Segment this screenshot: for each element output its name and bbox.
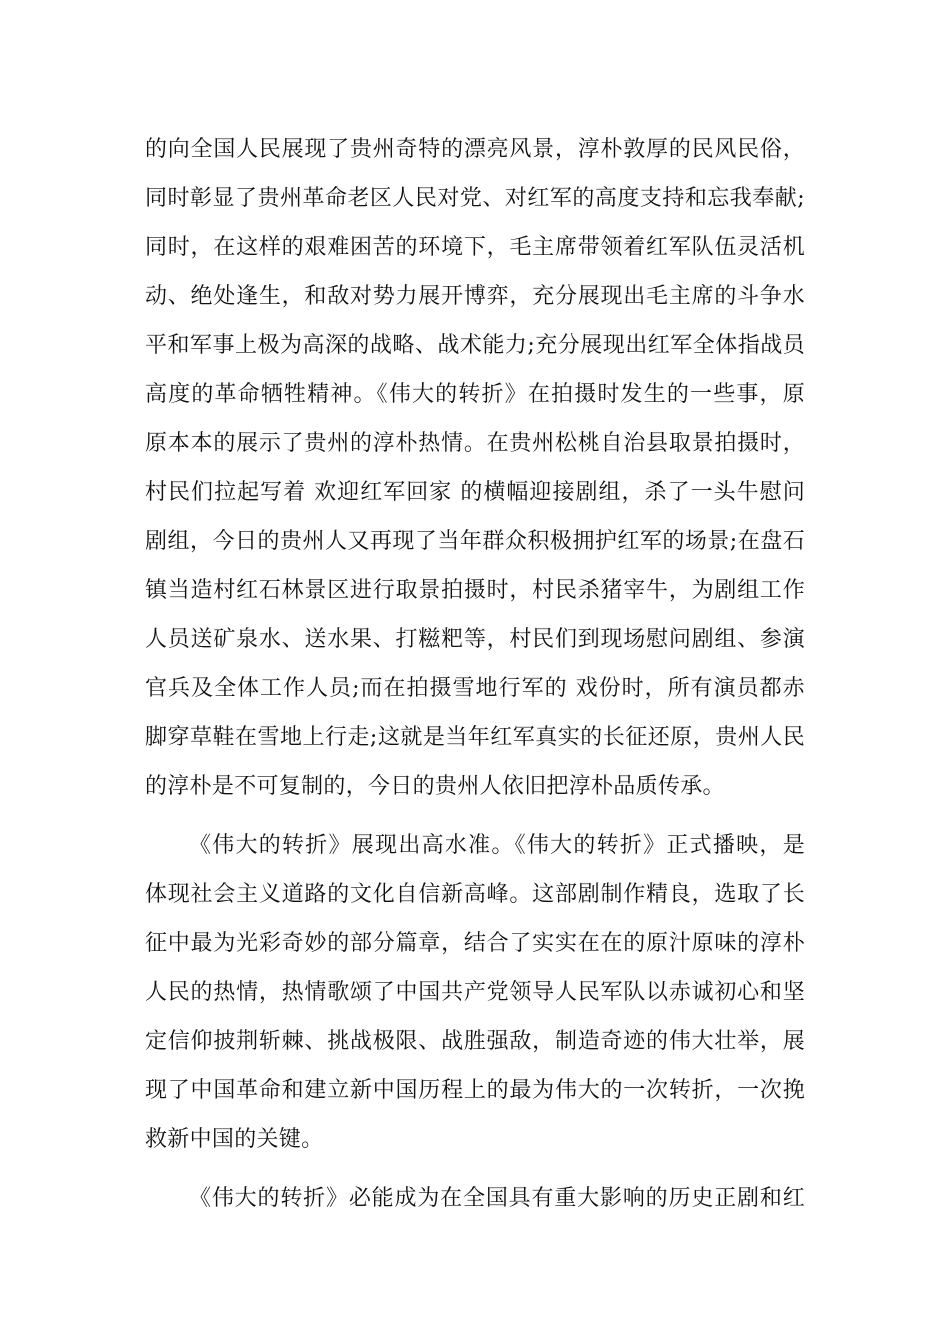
text-line: 镇当造村红石林景区进行取景拍摄时，村民杀猪宰牛，为剧组工作 [145, 578, 805, 603]
text-line: 脚穿草鞋在雪地上行走;这就是当年红军真实的长征还原，贵州人民 [145, 725, 805, 750]
text-line: 动、绝处逢生，和敌对势力展开博弈，充分展现出毛主席的斗争水 [145, 284, 805, 309]
text-line: 官兵及全体工作人员;而在拍摄雪地行军的 戏份时，所有演员都赤 [145, 676, 805, 701]
text-line: 救新中国的关键。 [145, 1127, 324, 1152]
text-line: 现了中国革命和建立新中国历程上的最为伟大的一次转折，一次挽 [145, 1078, 805, 1103]
text-line: 的淳朴是不可复制的，今日的贵州人依旧把淳朴品质传承。 [145, 774, 725, 799]
text-line: 体现社会主义道路的文化自信新高峰。这部剧制作精良，选取了长 [145, 882, 805, 907]
text-line: 高度的革命牺牲精神。《伟大的转折》在拍摄时发生的一些事，原 [145, 382, 805, 407]
text-line: 人民的热情，热情歌颂了中国共产党领导人民军队以赤诚初心和坚 [145, 980, 805, 1005]
text-line: 的向全国人民展现了贵州奇特的漂亮风景，淳朴敦厚的民风民俗， [145, 137, 805, 162]
text-line: 同时，在这样的艰难困苦的环境下，毛主席带领着红军队伍灵活机 [145, 235, 805, 260]
text-line: 征中最为光彩奇妙的部分篇章，结合了实实在在的原汁原味的淳朴 [145, 931, 805, 956]
text-line: 人员送矿泉水、送水果、打糍粑等，村民们到现场慰问剧组、参演 [145, 627, 805, 652]
text-line: 平和军事上极为高深的战略、战术能力;充分展现出红军全体指战员 [145, 333, 805, 358]
text-line: 《伟大的转折》展现出高水准。《伟大的转折》正式播映，是 [189, 833, 805, 858]
text-line: 定信仰披荆斩棘、挑战极限、战胜强敌，制造奇迹的伟大壮举，展 [145, 1029, 805, 1054]
text-line: 《伟大的转折》必能成为在全国具有重大影响的历史正剧和红 [189, 1186, 805, 1211]
text-line: 同时彰显了贵州革命老区人民对党、对红军的高度支持和忘我奉献; [145, 186, 805, 211]
text-line: 原本本的展示了贵州的淳朴热情。在贵州松桃自治县取景拍摄时， [145, 431, 805, 456]
text-line: 剧组，今日的贵州人又再现了当年群众积极拥护红军的场景;在盘石 [145, 529, 805, 554]
text-line: 村民们拉起写着 欢迎红军回家 的横幅迎接剧组，杀了一头牛慰问 [145, 480, 805, 505]
